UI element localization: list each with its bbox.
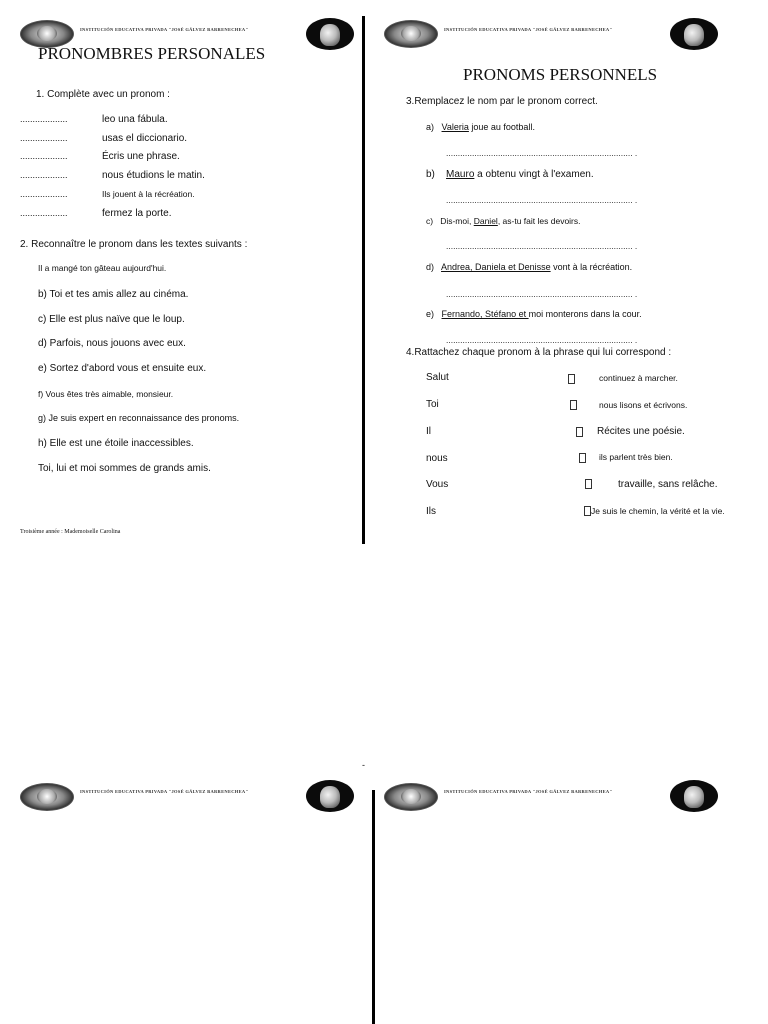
item-label: c) [426, 216, 434, 226]
exercise-item [426, 122, 535, 132]
exercise-item [426, 309, 642, 319]
checkbox[interactable] [585, 479, 592, 489]
school-logo [384, 783, 438, 811]
item-label: e) [426, 309, 435, 319]
checkbox[interactable] [579, 453, 586, 463]
underlined-noun: Valeria [441, 122, 469, 132]
page-footer: Troisième année : Mademoiselle Carolina [20, 529, 121, 535]
sentence: Toi, lui et moi sommes de grands amis. [38, 463, 211, 474]
sentence: f) Vous êtes très aimable, monsieur. [38, 389, 174, 399]
answer-line: ............................................................................... . [446, 241, 638, 251]
pronoun-item: Il [426, 426, 431, 437]
pronoun-item: Vous [426, 479, 449, 490]
blank-line: ................... [20, 151, 68, 161]
exercise-1-heading: 1. Complète avec un pronom : [36, 89, 170, 100]
phrase-item: nous lisons et écrivons. [599, 400, 688, 410]
underlined-noun: Andrea, Daniela et Denisse [441, 262, 551, 272]
item-label: d) [426, 262, 435, 272]
checkbox[interactable] [584, 506, 591, 516]
item-rest: , as-tu fait les devoirs. [497, 216, 581, 226]
institution-header: INSTITUCIÓN EDUCATIVA PRIVADA "JOSÉ GÁLVEZ BARRENECHEA" [80, 789, 249, 794]
phrase-item: Récites une poésie. [597, 426, 685, 437]
blank-line: ................... [20, 189, 68, 199]
item-rest: vont à la récréation. [550, 262, 633, 272]
school-logo [384, 20, 438, 48]
checkbox[interactable] [568, 374, 575, 384]
exercise-2-heading: 2. Reconnaître le pronom dans les textes suivants : [20, 239, 248, 250]
exercise-3-heading: 3.Remplacez le nom par le pronom correct. [406, 96, 598, 107]
sentence: e) Sortez d'abord vous et ensuite eux. [38, 363, 207, 374]
pronoun-item: nous [426, 453, 448, 464]
item-rest: joue au football. [468, 122, 535, 132]
page-title: PRONOMS PERSONNELS [463, 65, 658, 84]
item-rest: a obtenu vingt à l'examen. [474, 169, 594, 180]
phrase-item: travaille, sans relâche. [618, 479, 718, 490]
institution-header: INSTITUCIÓN EDUCATIVA PRIVADA "JOSÉ GÁLVEZ BARRENECHEA" [444, 789, 613, 794]
portrait-image [306, 780, 354, 812]
exercise-item [426, 262, 632, 272]
answer-line: ............................................................................... . [446, 148, 638, 158]
blank-line: ................... [20, 170, 68, 180]
blank-line: ................... [20, 208, 68, 218]
sentence: b) Toi et tes amis allez au cinéma. [38, 289, 189, 300]
sentence: fermez la porte. [102, 208, 172, 219]
sentence: g) Je suis expert en reconnaissance des pronoms. [38, 413, 240, 423]
school-logo [20, 783, 74, 811]
item-label: b) [426, 169, 435, 180]
page-divider-top [362, 16, 365, 544]
sentence: d) Parfois, nous jouons avec eux. [38, 338, 186, 349]
sentence: h) Elle est une étoile inaccessibles. [38, 438, 194, 449]
checkbox[interactable] [576, 427, 583, 437]
pronoun-item: Salut [426, 372, 449, 383]
page-title: PRONOMBRES PERSONALES [38, 44, 266, 63]
exercise-4-heading: 4.Rattachez chaque pronom à la phrase qui lui correspond : [406, 347, 672, 358]
phrase-item: ils parlent très bien. [599, 452, 673, 462]
institution-header: INSTITUCIÓN EDUCATIVA PRIVADA "JOSÉ GÁLVEZ BARRENECHEA" [444, 27, 613, 32]
item-label: a) [426, 122, 435, 132]
item-rest: moi monterons dans la cour. [528, 309, 642, 319]
sentence: Il a mangé ton gâteau aujourd'hui. [38, 263, 167, 273]
separator-mark: - [362, 760, 365, 770]
answer-line: ............................................................................... . [446, 195, 638, 205]
pronoun-item: Toi [426, 399, 439, 410]
answer-line: ............................................................................... . [446, 335, 638, 345]
answer-line: ............................................................................... . [446, 289, 638, 299]
item-pre: Dis-moi, [440, 216, 474, 226]
pronoun-item: Ils [426, 506, 436, 517]
checkbox[interactable] [570, 400, 577, 410]
blank-line: ................... [20, 114, 68, 124]
sentence: c) Elle est plus naïve que le loup. [38, 314, 185, 325]
sentence: leo una fábula. [102, 114, 168, 125]
sentence: Écris une phrase. [102, 151, 180, 162]
underlined-noun: Mauro [446, 169, 475, 180]
sentence: nous étudions le matin. [102, 170, 205, 181]
portrait-image [306, 18, 354, 50]
institution-header: INSTITUCIÓN EDUCATIVA PRIVADA "JOSÉ GÁLVEZ BARRENECHEA" [80, 27, 249, 32]
page-divider-bottom [372, 790, 375, 1024]
underlined-noun: Daniel [473, 216, 498, 226]
phrase-item: continuez à marcher. [599, 373, 678, 383]
phrase-item: Je suis le chemin, la vérité et la vie. [591, 506, 725, 516]
exercise-item [426, 169, 594, 180]
blank-line: ................... [20, 133, 68, 143]
sentence: usas el diccionario. [102, 133, 188, 144]
portrait-image [670, 780, 718, 812]
sentence: Ils jouent à la récréation. [102, 189, 195, 199]
portrait-image [670, 18, 718, 50]
exercise-item [426, 216, 581, 226]
underlined-noun: Fernando, Stéfano et [441, 309, 529, 319]
